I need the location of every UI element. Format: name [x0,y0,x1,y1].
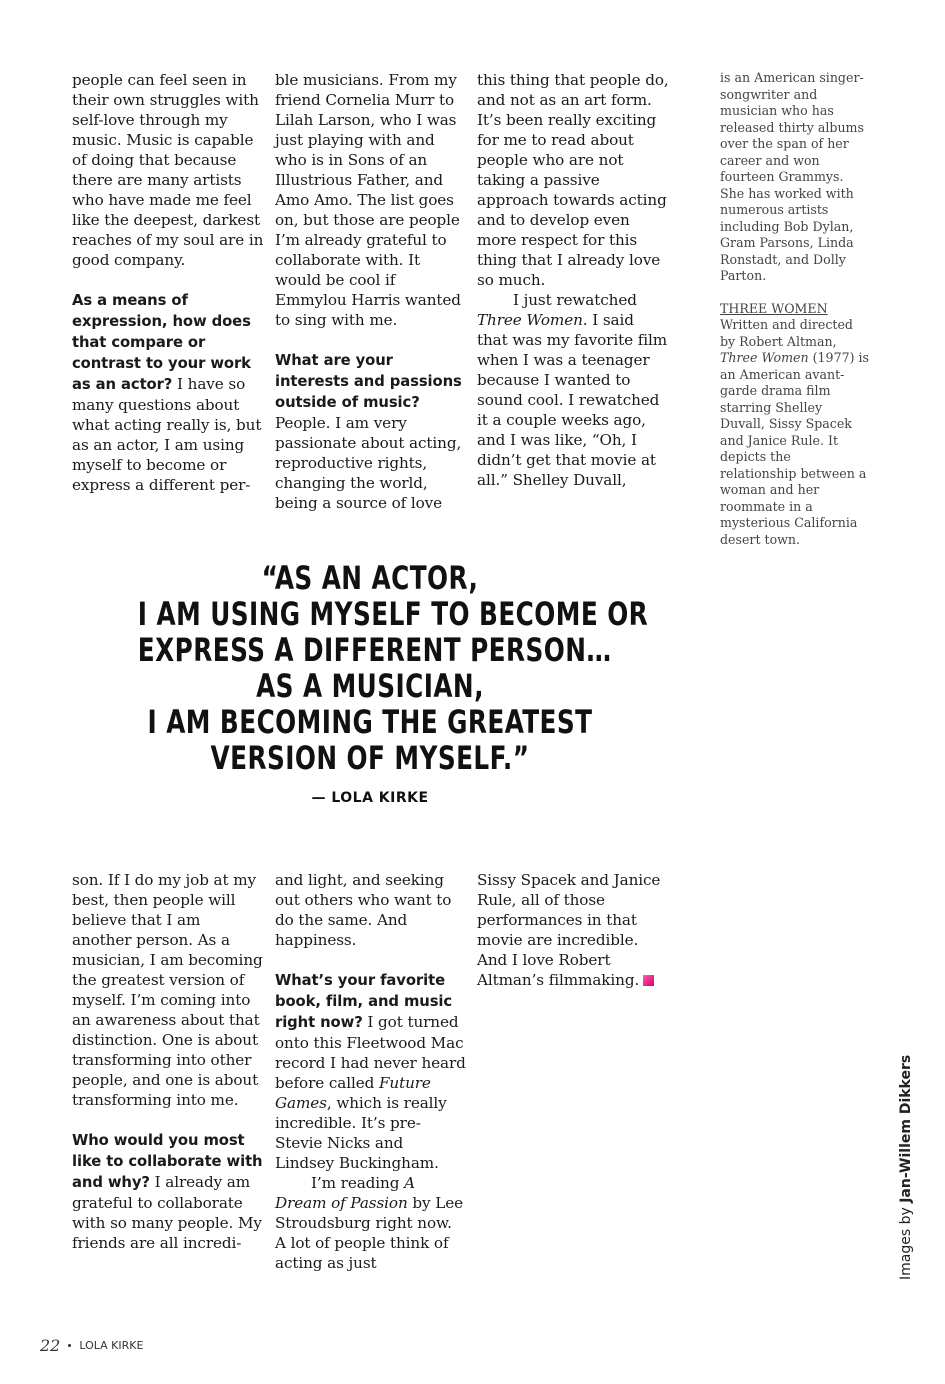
text-run: I got turned onto this Fleetwood Mac record I had never heard before called [275,1013,466,1092]
body-column-6 [477,870,669,990]
interview-question: What are your interests and passions outside of music? [275,352,462,411]
text-run: Sissy Spacek and Janice Rule, all of those performances in that movie are incredible. And I love Robert Altman’s filmmaking. [477,871,661,989]
credit-name: Jan-Willem Dikkers [898,1054,914,1203]
folio [40,1336,143,1355]
paragraph [275,350,467,513]
text-run: I’m reading [311,1174,405,1192]
paragraph [477,870,669,990]
interview-question: What’s your favorite book, film, and music right now? [275,972,453,1031]
pull-quote-line: VERSION OF MYSELF.” [210,739,530,777]
body-column-3 [477,70,669,490]
paragraph [72,1130,264,1253]
sidebar-notes [720,70,870,548]
paragraph: people can feel seen in their own struggles with self-love through my music. Music is capable of doing that because there are many artists who have made me feel like the deepest, darkest reaches of my soul are in good company. [72,71,264,269]
film-title: Three Women [477,311,583,329]
interview-question: As a means of expression, how does that compare or contrast to your work as an actor? [72,292,251,393]
album-title: Future Games [275,1074,431,1112]
body-column-1 [72,70,264,495]
interview-question: Who would you most like to collaborate with and why? [72,1132,263,1191]
book-title: A Dream of Passion [275,1174,415,1212]
interview-answer: I already am grateful to collaborate with so many people. My friends are all incredi- [72,1173,262,1252]
pull-quote-line: AS A MUSICIAN, [256,667,484,705]
photo-credit [898,1055,914,1280]
page-number: 22 [40,1336,61,1355]
film-title: Three Women [720,350,809,365]
paragraph [477,290,669,490]
pull-quote [137,559,649,777]
section-name: LOLA KIRKE [79,1339,144,1352]
end-mark-icon [643,975,654,986]
sidebar-note-title: THREE WOMEN [720,300,828,316]
interview-answer: People. I am very passionate about acting, reproductive rights, changing the world, being a source of love [275,414,462,512]
paragraph: and light, and seeking out others who want to do the same. And happiness. [275,871,452,949]
pull-quote-line: I AM USING MYSELF TO BECOME OR [137,595,649,633]
text-run: (1977) is an American avant-garde drama film starring Shelley Duvall, Sissy Spacek and Janice Rule. It depicts the relationship between a woman and her roommate in a mysterious California desert town. [720,350,869,547]
text-run: , which is really incredible. It’s pre-Stevie Nicks and Lindsey Buckingham. [275,1094,447,1172]
credit-prefix: Images by [898,1202,914,1280]
text-run: Written and directed by Robert Altman, [720,317,853,349]
sidebar-note-emmylou: is an American singer-songwriter and musician who has released thirty albums over the span of her career and won fourteen Grammys. She has worked with numerous artists including Bob Dylan, Gram Parsons, Linda Ronstadt, and Dolly Parton. [720,70,864,283]
paragraph: ble musicians. From my friend Cornelia Murr to Lilah Larson, who I was just playing with and who is in Sons of an Illustrious Father, and Amo Amo. The list goes on, but those are people I’m already grateful to collaborate with. It would be cool if Emmylou Harris wanted to sing with me. [275,71,461,329]
paragraph [275,1173,467,1273]
pull-quote-line: “AS AN ACTOR, [261,559,479,597]
text-run: I just rewatched [513,291,637,309]
pull-quote-attribution: — LOLA KIRKE [311,790,429,806]
bullet-icon [68,1344,71,1347]
body-column-5 [275,870,467,1273]
pull-quote-line: EXPRESS A DIFFERENT PERSON… [137,631,612,669]
text-run: by Lee Stroudsburg right now. A lot of people think of acting as just [275,1194,463,1272]
paragraph [72,290,264,495]
paragraph [275,970,467,1173]
paragraph: son. If I do my job at my best, then people will believe that I am another person. As a musician, I am becoming the greatest version of myself. I’m coming into an awareness about that distinction. One is about transforming into other people, and one is about transforming into me. [72,871,263,1109]
body-column-4 [72,870,264,1253]
interview-answer: I have so many questions about what acting really is, but as an actor, I am using myself to become or express a different per- [72,375,262,494]
pull-quote-line: I AM BECOMING THE GREATEST [147,703,593,741]
paragraph: this thing that people do, and not as an art form. It’s been really exciting for me to read about people who are not taking a passive approach towards acting and to develop even more respect for this thing that I already love so much. [477,71,669,289]
sidebar-note-three-women [720,317,870,548]
body-column-2 [275,70,467,513]
text-run: . I said that was my favorite film when I was a teenager because I wanted to sound cool. I rewatched it a couple weeks ago, and I was like, “Oh, I didn’t get that movie at all.” Shelley Duvall, [477,311,668,489]
